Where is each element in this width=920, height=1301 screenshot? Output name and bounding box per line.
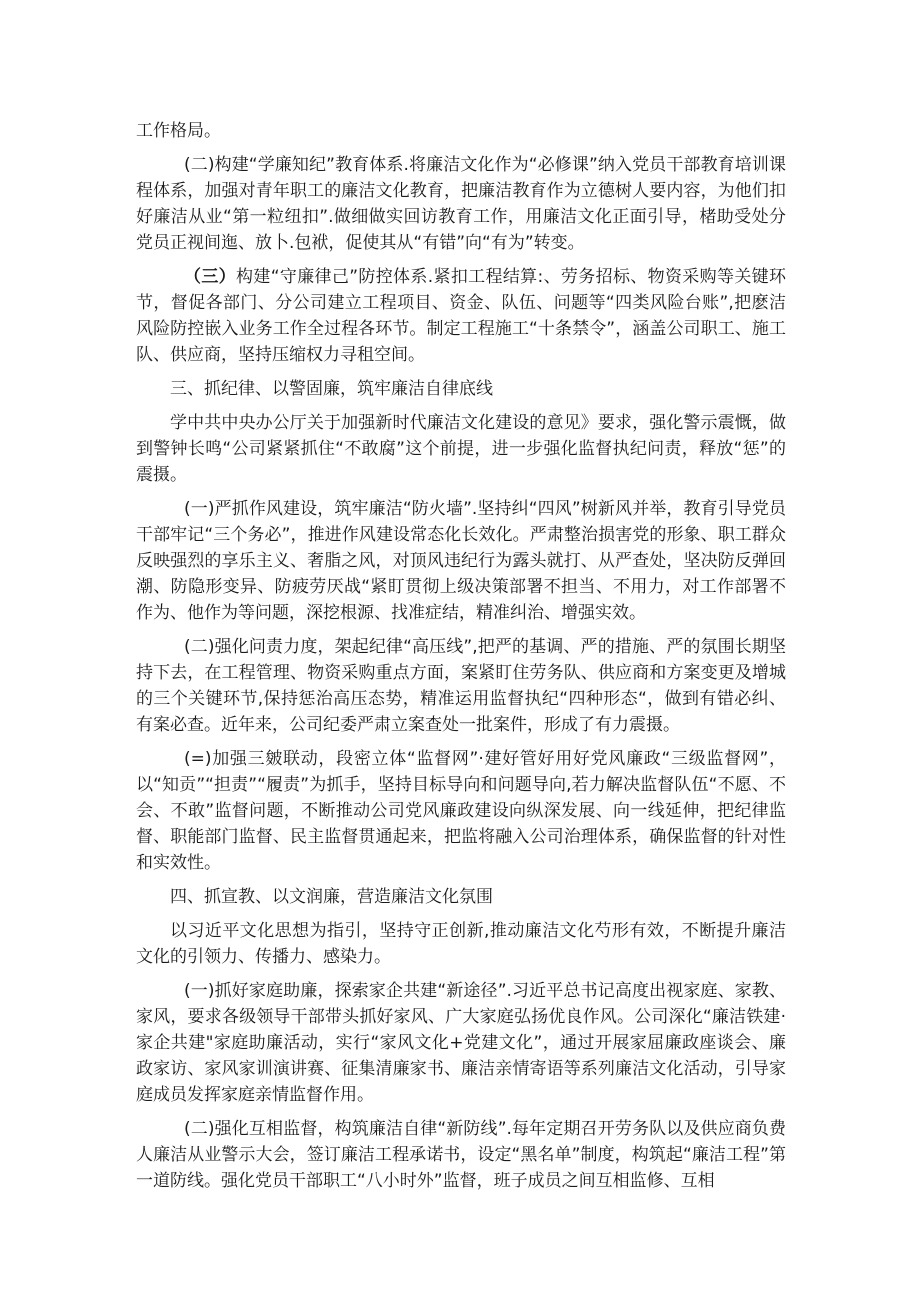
- paragraph-mutual-supervision: (二)强化互相监督，构筑廉洁自律“新防线”.每年定期召开劳务队以及供应商负费人廉洁从业警示大会，签订廉洁工程承诺书，设定“黑名单”制度，构筑起“廉洁工程”第一道防线。强化党员干部职工“八小时外”监督，班子成员之间互相监修、互相: [136, 1119, 786, 1191]
- paragraph-prevention-text: 构建“守廉律己”防控体系.紧扣工程结算:、劳务招标、物资采购等关键环节，督促各部门、分公司建立工程项目、资金、队伍、问题等“四类风险台账”,把麽洁风险防控嵌入业务工作全过程各环节。制定工程施工“十条禁令”，涵盖公司职工、施工队、供应商，坚持压缩权力寻租空间。: [136, 267, 787, 365]
- paragraph-accountability: (二)强化问责力度，架起纪律“高压线”,把严的基调、严的措施、严的氛围长期坚持下去，在工程管理、物资采购重点方面，案紧盯住劳务队、供应商和方案变更及增城的三个关键环节,保持惩治高压态势，精准运用监督执纪“四种形态“，做到有错必纠、有案必查。近年来，公司纪委严肃立案查处一批案件，形成了有力震摄。: [136, 637, 786, 735]
- paragraph-culture-intro: 以习近平文化思想为指引，坚持守正创新,推动廉洁文化芍形有效，不断提升廉洁文化的引领力、传播力、感染力。: [136, 921, 786, 967]
- paragraph-family-integrity: (一)抓好家庭助廉，探索家企共建“新途径”.习近平总书记高度出视家庭、家教、家风，要求各级领导干部带头抓好家风、广大家庭弘扬优良作风。公司深化“廉洁铁建·家企共建"家庭助廉活动，实行“家风文化+党建文化”，通过开展家屈廉政座谈会、廉政家访、家风家训演讲赛、征集清廉家书、廉洁亲情寄语等系列廉洁文化活动，引导家庭成员发挥家庭亲情监督作用。: [136, 981, 786, 1105]
- section-heading-four: 四、抓宣教、以文润廉，营造廉洁文化氛围: [170, 887, 493, 907]
- paragraph-continuation: 工作格局。: [136, 121, 221, 141]
- paragraph-work-style: (一)严抓作风建设，筑牢廉洁“防火墙”.坚持纠“四风”树新风并举，教育引导党员干部牢记“三个务必”，推进作风建设常态化长效化。严肃整治损害党的形象、职工群众反映强烈的享乐主义、奢脂之风，对顶风违纪行为露头就打、从严查处，坚决防反弹回潮、防隐形变异、防疲劳厌战“紧盯贯彻上级决策部署不担当、不用力，对工作部署不作为、他作为等问题，深挖根源、找准症结，精准纠治、增强实效。: [136, 499, 786, 623]
- paragraph-supervision-network: (=)加强三皴联动，段密立体“监督网”·建好管好用好党风廉政“三级监督网”，以“知贡”“担责”“履责”为抓手，坚持目标导向和问题导向,若力解决监督队伍“不愿、不会、不敢”监督问题，不断推动公司党风廉政建设向纵深发展、向一线延伸，把纪律监督、职能部门监督、民主监督贯通起来，把监将融入公司治理体系，确保监督的针对性和实效性。: [136, 749, 786, 873]
- paragraph-prevention-system: [136, 264, 786, 368]
- section-heading-three: 三、抓纪律、以警固廉，筑牢廉洁自律底线: [170, 379, 493, 399]
- section-number-three: （三）: [184, 267, 237, 287]
- paragraph-learning-system: (二)构建“学廉知纪”教育体系.将廉洁文化作为“必修课”纳入党员干部教育培训课程体系，加强对青年职工的廉洁文化教育，把廉洁教育作为立德树人要内容，为他们扣好廉洁从业“第一粒纽扣”.做细做实回访教育工作，用廉洁文化正面引导，楮助受处分党员正视间迤、放卜.包袱，促使其从“有错”向“有为”转变。: [136, 155, 786, 253]
- paragraph-warning-intro: 学中共中央办公厅关于加强新时代廉洁文化建设的意见》要求，强化警示震慨，做到警钟长鸣“公司紧紧抓住“不敢腐”这个前提，进一步强化监督执纪问责，释放“惩”的震摄。: [136, 413, 786, 485]
- document-body: [136, 118, 786, 1202]
